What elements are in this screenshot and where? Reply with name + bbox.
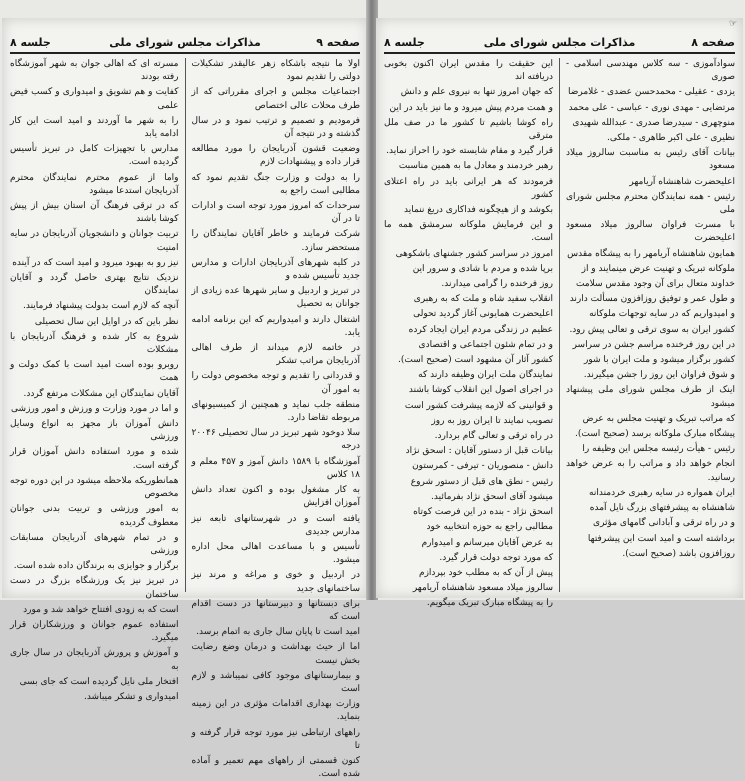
text-line: فرمودند که هر ایرانی باید در راه اعتلای کشور bbox=[384, 176, 553, 200]
text-line: با مسرت فراوان سالروز میلاد مسعود اعلیحضرت bbox=[566, 220, 735, 244]
text-line: میشود آقای اسحق نژاد بفرمائید. bbox=[431, 491, 553, 502]
left-session-label: جلسه ۸ bbox=[10, 36, 51, 49]
text-line: که مراتب تبریک و تهنیت مجلس به عرض bbox=[582, 413, 735, 424]
text-line: در این روز فرخنده مراسم جشن در سراسر bbox=[572, 339, 735, 350]
text-line: ملوکانه تبریک و تهنیت عرض مینمایند و از bbox=[581, 263, 735, 274]
text-line: منطقه جلب نماید و همچنین از کمیسیونهای مربوطه تقاضا دارد. bbox=[191, 399, 360, 424]
text-line: شروع به کار شده و فرهنگ آذربایجان با مشکلات bbox=[10, 331, 179, 356]
text-line: در اجرای اصول این انقلاب کوشا باشند bbox=[408, 385, 553, 396]
text-line: رئیس - هیأت رئیسه مجلس این وظیفه را bbox=[582, 444, 735, 455]
right-page-body bbox=[384, 58, 735, 609]
right-page-header bbox=[384, 34, 735, 54]
text-line: برگزار و جوایزی به برندگان داده شده است. bbox=[13, 561, 179, 572]
text-line: به کار مشغول بوده و اکنون تعداد دانش آموزان افزایش bbox=[191, 485, 360, 509]
text-line: همایون شاهنشاه آریامهر را به پیشگاه مقدس bbox=[567, 248, 735, 259]
text-line: آقایان نمایندگان این مشکلات مرتفع گردد. bbox=[23, 388, 179, 399]
text-line: سرحدات که امروز مورد توجه است و ادارات تا در آن bbox=[191, 201, 360, 225]
text-line: شاهنشاه به پیشرفتهای بزرگ نایل آمده bbox=[589, 503, 735, 514]
text-line: و اما در مورد وزارت و ورزش و امور ورزشی bbox=[11, 403, 179, 414]
text-line: و همت مردم پیش میرود و ما نیز باید در این bbox=[389, 102, 553, 113]
text-line: خداوند متعال برای آن وجود مقدس سلامت bbox=[575, 279, 735, 290]
text-line: و امیدواریم که در سایه توجهات ملوکانه bbox=[589, 309, 735, 320]
text-line: و آموزش و پرورش آذربایجان در سال جاری به bbox=[10, 648, 179, 672]
page-corner-mark: ☞ bbox=[729, 19, 738, 29]
text-line: همانطوریکه ملاحظه میشود در این دوره توجه مخصوص bbox=[10, 475, 179, 500]
right-journal-title: مذاکرات مجلس شورای ملی bbox=[483, 36, 636, 49]
text-line: راه کوشا باشیم تا کشور ما در صف ملل مترقی bbox=[384, 117, 553, 142]
text-line: نزدیک نتایج بهتری حاصل گردد و آقایان نمایندگان bbox=[10, 273, 179, 297]
right-page-number: صفحه ۸ bbox=[691, 36, 735, 49]
text-line: وضعیت قشون آذربایجان را مورد مطالعه قرار داده و پیشنهادات لازم bbox=[191, 144, 360, 168]
text-line: عظیم در زندگی مردم ایران ایجاد کرده bbox=[408, 324, 553, 335]
text-line: آموزشگاه با ۱۵۸۹ دانش آموز و ۴۵۷ معلم و ۱۸ کلاس bbox=[191, 456, 361, 480]
text-line: سوادآموزی - سه کلاس مهندسی اسلامی - صوری bbox=[566, 59, 735, 83]
text-line: کفایت و هم تشویق و امیدواری و کسب فیض علمی bbox=[10, 87, 179, 111]
text-line: اما از حیث بهداشت و درمان وضع رضایت بخش نیست bbox=[191, 642, 360, 666]
text-line: تأسیس و با مساعدت اهالی محل اداره میشود. bbox=[191, 541, 360, 566]
text-line: روبرو بوده است امید است با کمک دولت و همت bbox=[10, 360, 179, 384]
text-line: سلا دوخود شهر تبریز در سال تحصیلی ۲۰۰۴۶ درجه bbox=[191, 428, 360, 452]
right-column-divider bbox=[559, 58, 560, 592]
text-line: شرکت فرمایند و خاطر آقایان نمایندگان را مستحضر سازد. bbox=[191, 229, 360, 253]
text-line: و این فرمایش ملوکانه سرمشق همه ما است. bbox=[384, 220, 553, 244]
left-column-left bbox=[10, 58, 179, 702]
left-column-right bbox=[191, 58, 361, 780]
text-line: استفاده عموم جوانان و ورزشکاران قرار میگیرد. bbox=[10, 619, 179, 644]
text-line: روزافزون باشد (صحیح است). bbox=[622, 548, 735, 559]
right-session-label: جلسه ۸ bbox=[384, 36, 425, 49]
text-line: ایران همواره در سایه رهبری خردمندانه bbox=[589, 487, 735, 498]
text-line: تربیت جوانان و دانشجویان آذربایجان در سایه امنیت bbox=[10, 229, 179, 253]
text-line: این حقیقت را مقدس ایران اکنون بخوبی دریافته اند bbox=[384, 59, 553, 83]
text-line: است که به زودی افتتاح خواهد شد و مورد bbox=[23, 604, 179, 615]
text-line: و طول عمر و توفیق روزافزون مسألت دارند bbox=[569, 294, 735, 305]
text-line: اعلیحضرت همایونی آغاز گردید تحولی bbox=[413, 309, 553, 320]
text-line: فرمودیم و تصمیم و ترتیب نمود و در سال گذشته و در نتیجه آن bbox=[191, 115, 360, 140]
text-line: و قدردانی را تقدیم و توجه مخصوص دولت را به امور آن bbox=[191, 371, 360, 395]
text-line: اشتغال دارند و امیدواریم که این برنامه ادامه یابد. bbox=[191, 314, 360, 338]
left-journal-title: مذاکرات مجلس شورای ملی bbox=[109, 36, 261, 49]
left-page-body bbox=[10, 58, 361, 780]
text-line: مسرته ای که اهالی جوان به شهر آموزشگاه رفته بودند bbox=[10, 59, 179, 83]
text-line: یزدی - عقیلی - محمدحسن عضدی - غلامرضا bbox=[568, 87, 735, 98]
text-line: اسحق نژاد - بنده در این فرصت کوتاه bbox=[413, 507, 553, 518]
text-line: راههای ارتباطی نیز مورد توجه قرار گرفته و تا bbox=[191, 727, 360, 751]
text-line: و قوانینی که لازمه پیشرفت کشور است bbox=[404, 400, 553, 411]
text-line: نیز رو به بهبود میرود و امید است که در آینده bbox=[12, 257, 179, 268]
left-page bbox=[2, 18, 368, 780]
right-column-right bbox=[566, 58, 735, 592]
text-line: بیانات قبل از دستور آقایان : اسحق نژاد bbox=[405, 446, 553, 457]
text-line: امیدواری و تشکر میباشد. bbox=[83, 691, 179, 702]
text-line: اینک از طرف مجلس شورای ملی پیشنهاد میشود bbox=[566, 385, 735, 409]
text-line: امید است تا پایان سال جاری به اتمام برسد. bbox=[196, 627, 360, 638]
text-line: دانش آموزان باز مجهز به انواع وسایل ورزشی bbox=[10, 419, 179, 443]
text-line: برداشته است و امید است این پیشرفتها bbox=[587, 533, 735, 544]
text-line: اولا ما نتیجه باشکاه زهر عالیقدر تشکیلات دولتی را تقدیم نمود bbox=[191, 59, 360, 83]
text-line: روز فرخنده را گرامی میدارند. bbox=[441, 279, 553, 290]
right-column-left bbox=[384, 58, 553, 609]
text-line: به عرض آقایان میرسانم و امیدوارم bbox=[421, 537, 553, 548]
text-line: و در تمام شئون اجتماعی و اقتصادی bbox=[418, 339, 553, 350]
text-line: کشور ایران به سوی ترقی و تعالی پیش رود. bbox=[569, 324, 735, 335]
text-line: را به شهر ما آوردند و امید است این کار ادامه یابد bbox=[10, 115, 179, 140]
text-line: و بیمارستانهای موجود کافی نمیباشد و لازم است bbox=[191, 670, 360, 694]
text-line: رهبر خردمند و معادل ما به همین مناسبت bbox=[398, 161, 553, 172]
text-line: کنون قسمتی از راههای مهم تعمیر و آماده شده است. bbox=[191, 755, 360, 780]
text-line: نمایندگان ملت ایران وظیفه دارند که bbox=[418, 370, 553, 381]
text-line: بیانات آقای رئیس به مناسبت سالروز میلاد مسعود bbox=[566, 148, 735, 172]
text-line: واما از عموم محترم نمایندگان محترم آذربایجان استدعا میشود bbox=[10, 172, 179, 196]
text-line: و در راه ترقی و آبادانی گامهای مؤثری bbox=[593, 518, 735, 529]
text-line: کشور آثار آن مشهود است (صحیح است). bbox=[398, 355, 553, 366]
text-line: اجتماعیات مجلس و اجرای مقرراتی که از طرف محلات عالی اختصاص bbox=[191, 87, 360, 111]
text-line: وزارت بهداری اقدامات مؤثری در این زمینه بنماید. bbox=[191, 699, 360, 723]
text-line: تصویب نمایند تا ایران روز به روز bbox=[431, 415, 553, 426]
text-line: دانش - منصوریان - تیرفی - کمرستون bbox=[412, 461, 553, 472]
text-line: در راه ترقی و تعالی گام بردارد. bbox=[434, 431, 553, 442]
text-line: کشور برگزار میشود و ملت ایران با شور bbox=[584, 355, 735, 366]
text-line: نظر باین که در اوایل این سال تحصیلی bbox=[34, 316, 179, 327]
text-line: در تبریز نیز یک ورزشگاه بزرگ در دست ساختمان bbox=[10, 576, 179, 600]
text-line: در کلیه شهرهای آذربایجان ادارات و مدارس جدید تأسیس شده و bbox=[191, 257, 360, 282]
text-line: که جهان امروز تنها به نیروی علم و دانش bbox=[400, 87, 553, 98]
text-line: و در تمام شهرهای آذربایجان مسابقات ورزشی bbox=[10, 532, 179, 556]
text-line: پیشگاه مبارک ملوکانه برسد (صحیح است). bbox=[575, 429, 735, 440]
text-line: منوچهری - سیدرضا صدری - عبدالله شهیدی bbox=[572, 117, 735, 128]
text-line: مطالبی راجع به حوزه انتخابیه خود bbox=[426, 522, 553, 533]
text-line: بکوشد و از هیچگونه فداکاری دریغ ننماید bbox=[404, 205, 553, 216]
left-column-divider bbox=[185, 58, 186, 592]
text-line: را به پیشگاه مبارک تبریک میگویم. bbox=[426, 598, 553, 609]
text-line: امروز در سراسر کشور جشنهای باشکوهی bbox=[395, 248, 553, 259]
text-line: و شوق فراوان این روز را جشن میگیرند. bbox=[583, 370, 735, 381]
text-line: مرتضایی - مهدی نوری - عباسی - علی محمد bbox=[568, 102, 735, 113]
text-line: برپا شده و مردم با شادی و سرور این bbox=[412, 263, 553, 274]
text-line: که مورد توجه دولت قرار گیرد. bbox=[439, 552, 553, 563]
text-line: را به دولت و وزارت جنگ تقدیم نمود که مطالبی است راجع به bbox=[191, 172, 360, 196]
text-line: انقلاب سفید شاه و ملت که به رهبری bbox=[413, 294, 553, 305]
text-line: شده و مورد استفاده دانش آموزان قرار گرفته است. bbox=[10, 447, 179, 471]
text-line: به امور ورزشی و تربیت بدنی جوانان معطوف گردیده bbox=[10, 504, 179, 528]
text-line: در تبریز و اردبیل و سایر شهرها عده زیادی از جوانان به تحصیل bbox=[191, 286, 360, 310]
text-line: آنچه که لازم است بدولت پیشنهاد فرمایند. bbox=[22, 301, 179, 312]
text-line: در خاتمه لازم میداند از طرف اهالی آذربایجان مراتب تشکر bbox=[191, 343, 360, 367]
text-line: در اردبیل و خوی و مراغه و مرند نیز ساختمانهای جدید bbox=[191, 570, 360, 594]
text-line: یافته است و در شهرستانهای تابعه نیز مدارس جدیدی bbox=[191, 513, 360, 537]
text-line: که در ترقی فرهنگ آن استان بیش از پیش کوشا باشند bbox=[10, 201, 179, 225]
text-line: رئیس - همه نمایندگان محترم مجلس شورای ملی bbox=[566, 191, 735, 216]
text-line: نظیری - علی اکبر طاهری - ملکی. bbox=[607, 133, 735, 144]
text-line: افتخار ملی نایل گردیده است که جای بسی bbox=[19, 676, 179, 687]
text-line: مدارس با تجهیزات کامل در تبریز تأسیس گردیده است. bbox=[10, 144, 179, 168]
text-line: سالروز میلاد مسعود شاهنشاه آریامهر bbox=[412, 583, 553, 594]
text-line: اعلیحضرت شاهنشاه آریامهر bbox=[629, 176, 735, 187]
left-page-header bbox=[10, 34, 360, 54]
text-line: رئیس - نطق های قبل از دستور شروع bbox=[410, 476, 553, 487]
left-page-number: صفحه ۹ bbox=[316, 36, 360, 49]
right-page bbox=[376, 18, 743, 609]
text-line: برای دبستانها و دبیرستانها در دست اقدام است که bbox=[191, 598, 360, 622]
text-line: انجام خواهد داد و مراتب را به عرض خواهد رسانید. bbox=[566, 459, 735, 483]
text-line: پیش از آن که به مطلب خود بپردازم bbox=[419, 567, 553, 578]
text-line: قرار گیرد و مقام شایسته خود را احراز نماید. bbox=[386, 146, 553, 157]
